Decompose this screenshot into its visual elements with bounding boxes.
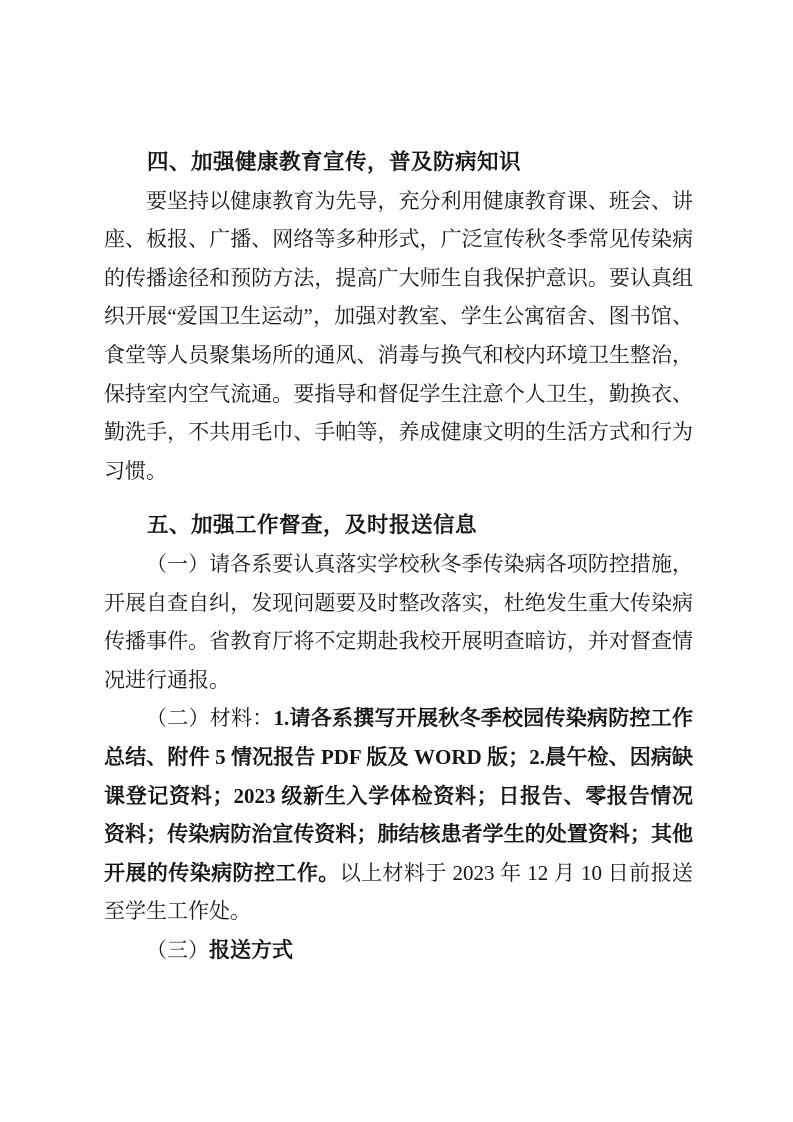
item-two-materials-list: 1.请各系撰写开展秋冬季校园传染病防控工作总结、附件 5 情况报告 PDF 版及 WORD 版；2.晨午检、因病缺课登记资料；2023 级新生入学体检资料；日报告、零报告情况资料；传染病防治宣传资料；肺结核患者学生的处置资料；其他开展的传染病防控工作。 xyxy=(104,706,693,885)
section-five-item-three-heading xyxy=(104,931,693,971)
section-four-paragraph: 要坚持以健康教育为先导，充分利用健康教育课、班会、讲座、板报、广播、网络等多种形式，广泛宣传秋冬季常见传染病的传播途径和预防方法，提高广大师生自我保护意识。要认真组织开展“爱国卫生运动”，加强对教室、学生公寓宿舍、图书馆、食堂等人员聚集场所的通风、消毒与换气和校内环境卫生整治，保持室内空气流通。要指导和督促学生注意个人卫生，勤换衣、勤洗手，不共用毛巾、手帕等，养成健康文明的生活方式和行为习惯。 xyxy=(104,188,693,483)
item-three-title: 报送方式 xyxy=(209,938,293,962)
item-three-label: （三） xyxy=(146,937,209,962)
section-five-heading: 五、加强工作督查，及时报送信息 xyxy=(147,513,478,538)
section-five-item-one-paragraph: （一）请各系要认真落实学校秋冬季传染病各项防控措施，开展自查自纠，发现问题要及时整改落实，杜绝发生重大传染病传播事件。省教育厅将不定期赴我校开展明查暗访，并对督查情况进行通报。 xyxy=(104,551,693,692)
item-two-label: （二）材料： xyxy=(146,706,274,731)
item-two-deadline-note: 以上材料于 2023 年 12 月 10 日前报送至学生工作处。 xyxy=(104,860,694,924)
document-content xyxy=(104,143,693,970)
section-four-heading: 四、加强健康教育宣传，普及防病知识 xyxy=(147,150,522,174)
section-five-item-two-paragraph xyxy=(104,699,693,931)
